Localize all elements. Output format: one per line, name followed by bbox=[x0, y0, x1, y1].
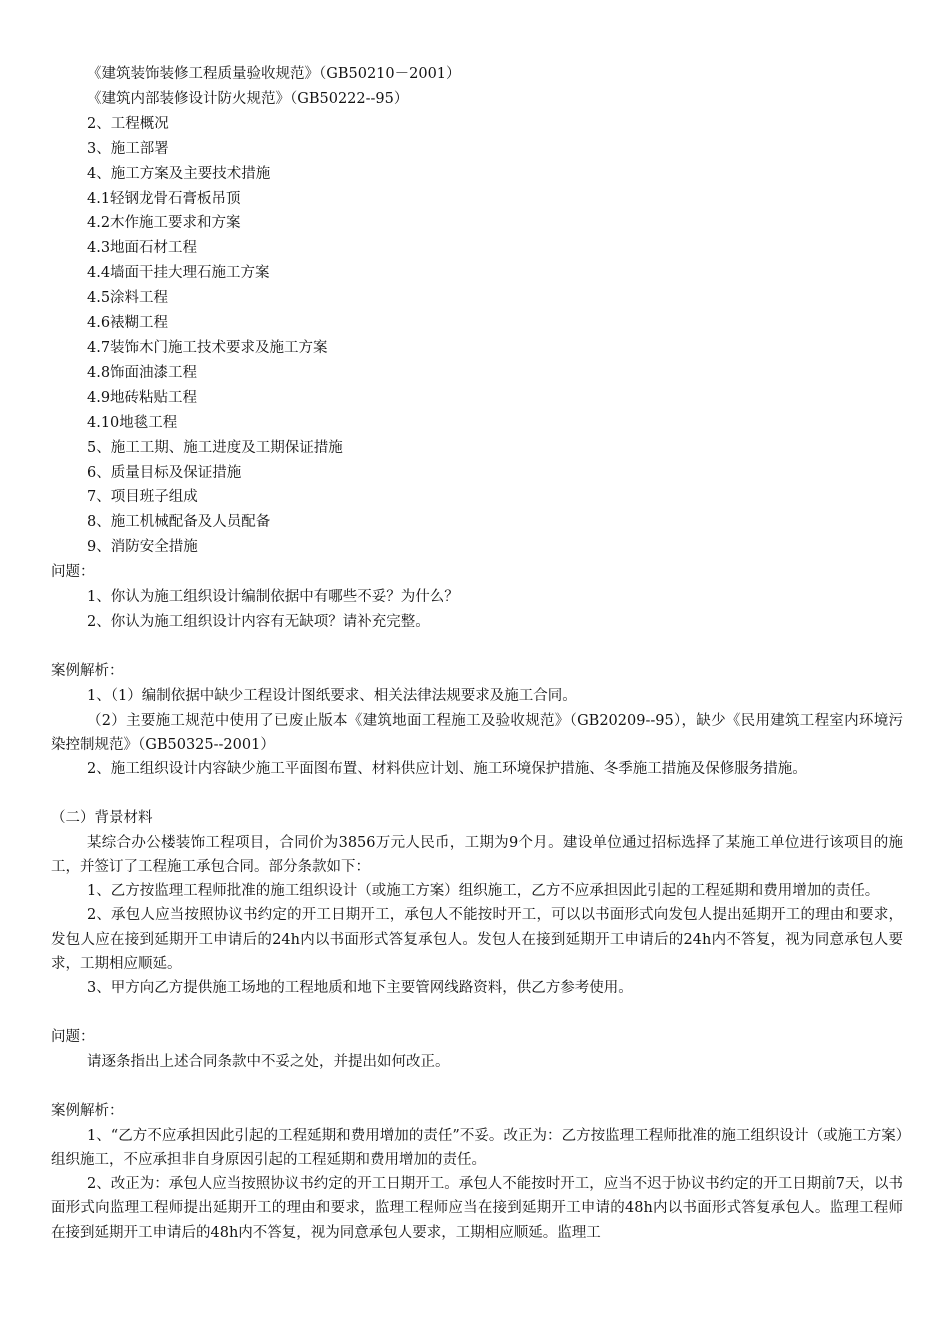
outline-item: 6、质量目标及保证措施 bbox=[87, 464, 242, 481]
analysis-heading: 案例解析： bbox=[51, 1102, 124, 1119]
outline-item: 7、项目班子组成 bbox=[87, 489, 198, 506]
question-item: 2、你认为施工组织设计内容有无缺项？请补充完整。 bbox=[87, 613, 430, 630]
reference-line: 《建筑装饰装修工程质量验收规范》（GB50210－2001） bbox=[87, 66, 461, 82]
analysis-paragraph: 1、“乙方不应承担因此引起的工程延期和费用增加的责任”不妥。改正为：乙方按监理工程师批准的施工组织设计（或施工方案）组织施工，不应承担非自身原因引起的工程延期和费用增加的责任。 bbox=[51, 1127, 903, 1168]
outline-item: 4.3地面石材工程 bbox=[87, 240, 198, 257]
outline-item: 4.8饰面油漆工程 bbox=[87, 364, 198, 381]
outline-item: 4.6裱糊工程 bbox=[87, 315, 169, 332]
document-page bbox=[51, 62, 903, 1245]
analysis-paragraph: 1、（1）编制依据中缺少工程设计图纸要求、相关法律法规要求及施工合同。 bbox=[87, 687, 577, 704]
background-paragraph: 某综合办公楼装饰工程项目，合同价为3856万元人民币，工期为9个月。建设单位通过招标选择了某施工单位进行该项目的施工，并签订了工程施工承包合同。部分条款如下： bbox=[51, 834, 903, 876]
outline-item: 5、施工工期、施工进度及工期保证措施 bbox=[87, 439, 343, 456]
question-heading: 问题： bbox=[51, 564, 95, 581]
outline-item: 8、施工机械配备及人员配备 bbox=[87, 514, 271, 531]
analysis-paragraph: 2、改正为：承包人应当按照协议书约定的开工日期开工。承包人不能按时开工，应当不迟于协议书约定的开工日期前7天，以书面形式向监理工程师提出延期开工的理由和要求，监理工程师应当在接到延期开工申请的48h内以书面形式答复承包人。监理工程师在接到延期开工申请后的48h内不答复，视为同意承包人要求，工期相应顺延。监理工 bbox=[51, 1176, 903, 1241]
question-item: 1、你认为施工组织设计编制依据中有哪些不妥？为什么？ bbox=[87, 589, 459, 606]
outline-item: 4.2木作施工要求和方案 bbox=[87, 215, 241, 232]
outline-item: 4.7装饰木门施工技术要求及施工方案 bbox=[87, 339, 328, 356]
outline-item: 4.1轻钢龙骨石膏板吊顶 bbox=[87, 190, 241, 207]
outline-item: 4.5涂料工程 bbox=[87, 290, 169, 307]
outline-item: 2、工程概况 bbox=[87, 115, 169, 132]
analysis-paragraph: 2、施工组织设计内容缺少施工平面图布置、材料供应计划、施工环境保护措施、冬季施工措施及保修服务措施。 bbox=[87, 761, 807, 778]
outline-item: 4.9地砖粘贴工程 bbox=[87, 389, 198, 406]
outline-item: 9、消防安全措施 bbox=[87, 539, 198, 556]
section-heading: （二）背景材料 bbox=[51, 809, 153, 826]
question-heading: 问题： bbox=[51, 1029, 95, 1045]
reference-line: 《建筑内部装修设计防火规范》（GB50222--95） bbox=[87, 90, 409, 107]
background-paragraph: 3、甲方向乙方提供施工场地的工程地质和地下主要管网线路资料，供乙方参考使用。 bbox=[87, 980, 633, 997]
background-paragraph: 2、承包人应当按照协议书约定的开工日期开工，承包人不能按时开工，可以以书面形式向发包人提出延期开工的理由和要求，发包人应在接到延期开工申请后的24h内以书面形式答复承包人。发包人在接到延期开工申请后的24h内不答复，视为同意承包人要求，工期相应顺延。 bbox=[51, 907, 903, 972]
outline-item: 3、施工部署 bbox=[87, 140, 169, 157]
outline-item: 4.10地毯工程 bbox=[87, 414, 178, 431]
outline-item: 4、施工方案及主要技术措施 bbox=[87, 165, 271, 182]
outline-item: 4.4墙面干挂大理石施工方案 bbox=[87, 265, 270, 282]
analysis-heading: 案例解析： bbox=[51, 662, 124, 679]
background-paragraph: 1、乙方按监理工程师批准的施工组织设计（或施工方案）组织施工，乙方不应承担因此引起的工程延期和费用增加的责任。 bbox=[87, 883, 880, 900]
question-item: 请逐条指出上述合同条款中不妥之处，并提出如何改正。 bbox=[87, 1053, 450, 1070]
analysis-paragraph: （2）主要施工规范中使用了已废止版本《建筑地面工程施工及验收规范》（GB20209--95），缺少《民用建筑工程室内环境污染控制规范》（GB50325--2001） bbox=[51, 712, 903, 753]
